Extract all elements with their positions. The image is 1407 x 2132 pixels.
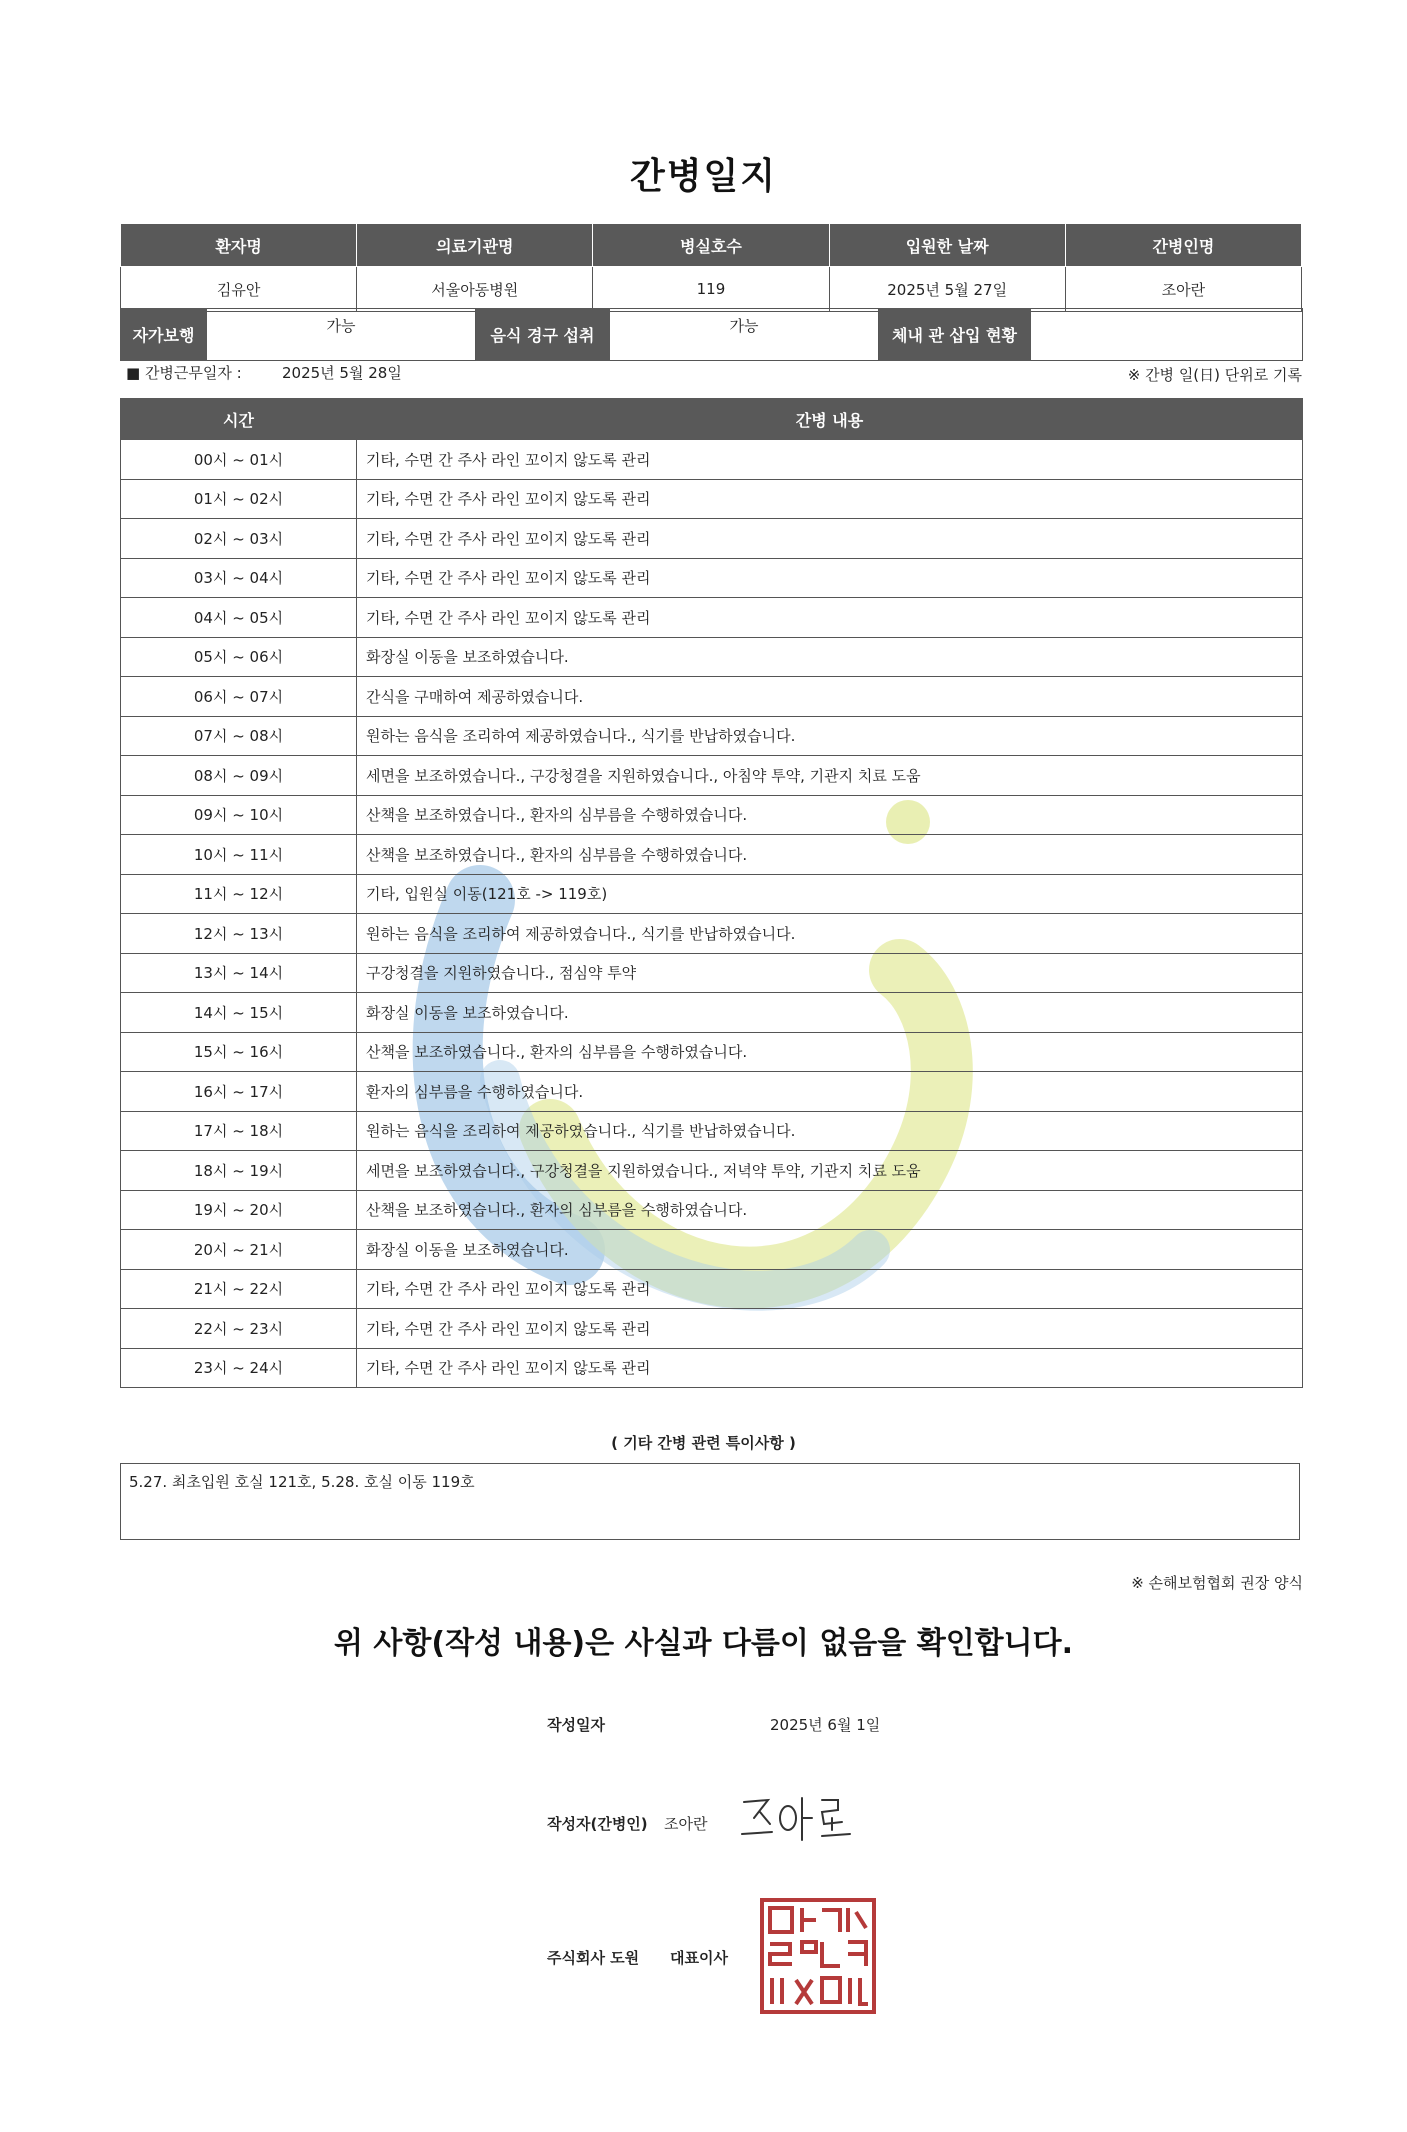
row-content: 기타, 수면 간 주사 라인 꼬이지 않도록 관리	[357, 598, 1303, 638]
row-content: 원하는 음식을 조리하여 제공하였습니다., 식기를 반납하였습니다.	[357, 716, 1303, 756]
company-seal-icon	[760, 1898, 876, 2014]
row-content: 기타, 수면 간 주사 라인 꼬이지 않도록 관리	[357, 1269, 1303, 1309]
work-date-label: ■ 간병근무일자 :	[126, 364, 242, 382]
table-row	[121, 756, 1303, 796]
table-row	[121, 1151, 1303, 1191]
table-row	[121, 1230, 1303, 1270]
row-time: 20시 ~ 21시	[121, 1230, 357, 1270]
row-time: 02시 ~ 03시	[121, 519, 357, 559]
row-content: 산책을 보조하였습니다., 환자의 심부름을 수행하였습니다.	[357, 1032, 1303, 1072]
representative-label: 대표이사	[670, 1949, 728, 1967]
recommend-note: ※ 손해보험협회 권장 양식	[1131, 1574, 1303, 1592]
company-name: 주식회사 도원	[547, 1949, 640, 1967]
row-time: 08시 ~ 09시	[121, 756, 357, 796]
row-content: 원하는 음식을 조리하여 제공하였습니다., 식기를 반납하였습니다.	[357, 1111, 1303, 1151]
row-time: 07시 ~ 08시	[121, 716, 357, 756]
special-notes-title: ( 기타 간병 관련 특이사항 )	[611, 1434, 796, 1452]
author-label: 작성자(간병인)	[547, 1815, 648, 1833]
table-row	[121, 1190, 1303, 1230]
oral-intake-label: 음식 경구 섭취	[476, 309, 610, 361]
row-time: 15시 ~ 16시	[121, 1032, 357, 1072]
patient-info-table	[120, 223, 1302, 312]
row-content: 환자의 심부름을 수행하였습니다.	[357, 1072, 1303, 1112]
table-row	[121, 479, 1303, 519]
table-row	[121, 914, 1303, 954]
row-content: 기타, 입원실 이동(121호 -> 119호)	[357, 874, 1303, 914]
row-time: 09시 ~ 10시	[121, 795, 357, 835]
work-date-value: 2025년 5월 28일	[282, 364, 402, 382]
row-time: 21시 ~ 22시	[121, 1269, 357, 1309]
row-content: 산책을 보조하였습니다., 환자의 심부름을 수행하였습니다.	[357, 795, 1303, 835]
table-row	[121, 795, 1303, 835]
admission-date: 2025년 5월 27일	[829, 267, 1065, 312]
row-content: 간식을 구매하여 제공하였습니다.	[357, 677, 1303, 717]
row-content: 기타, 수면 간 주사 라인 꼬이지 않도록 관리	[357, 440, 1303, 480]
oral-intake-value: 가능	[610, 309, 879, 361]
row-content: 기타, 수면 간 주사 라인 꼬이지 않도록 관리	[357, 479, 1303, 519]
row-time: 00시 ~ 01시	[121, 440, 357, 480]
special-notes-box: 5.27. 최초입원 호실 121호, 5.28. 호실 이동 119호	[120, 1463, 1300, 1540]
walking-value: 가능	[207, 309, 476, 361]
table-row	[121, 1309, 1303, 1349]
written-date-value: 2025년 6월 1일	[770, 1716, 881, 1734]
caregiver-name: 조아란	[1065, 267, 1301, 312]
table-row	[121, 440, 1303, 480]
row-time: 05시 ~ 06시	[121, 637, 357, 677]
signature-icon	[738, 1788, 858, 1844]
table-row	[121, 1269, 1303, 1309]
header-content: 간병 내용	[357, 399, 1303, 440]
table-row	[121, 1348, 1303, 1388]
work-date-line	[126, 362, 402, 383]
row-time: 23시 ~ 24시	[121, 1348, 357, 1388]
row-time: 16시 ~ 17시	[121, 1072, 357, 1112]
walking-label: 자가보행	[121, 309, 207, 361]
row-time: 10시 ~ 11시	[121, 835, 357, 875]
row-time: 03시 ~ 04시	[121, 558, 357, 598]
room-number: 119	[593, 267, 829, 312]
header-time: 시간	[121, 399, 357, 440]
row-content: 산책을 보조하였습니다., 환자의 심부름을 수행하였습니다.	[357, 835, 1303, 875]
row-content: 산책을 보조하였습니다., 환자의 심부름을 수행하였습니다.	[357, 1190, 1303, 1230]
table-row	[121, 1032, 1303, 1072]
row-content: 세면을 보조하였습니다., 구강청결을 지원하였습니다., 아침약 투약, 기관지 치료 도움	[357, 756, 1303, 796]
row-content: 화장실 이동을 보조하였습니다.	[357, 637, 1303, 677]
table-row	[121, 1072, 1303, 1112]
row-time: 17시 ~ 18시	[121, 1111, 357, 1151]
row-content: 기타, 수면 간 주사 라인 꼬이지 않도록 관리	[357, 558, 1303, 598]
table-row	[121, 558, 1303, 598]
table-row	[121, 953, 1303, 993]
row-time: 01시 ~ 02시	[121, 479, 357, 519]
patient-name: 김유안	[121, 267, 357, 312]
row-time: 06시 ~ 07시	[121, 677, 357, 717]
care-log-table	[120, 398, 1303, 1388]
table-row	[121, 519, 1303, 559]
table-row	[121, 835, 1303, 875]
row-content: 구강청결을 지원하였습니다., 점심약 투약	[357, 953, 1303, 993]
tube-status-value	[1031, 309, 1303, 361]
header-caregiver: 간병인명	[1065, 224, 1301, 267]
row-time: 04시 ~ 05시	[121, 598, 357, 638]
header-admission-date: 입원한 날짜	[829, 224, 1065, 267]
header-patient-name: 환자명	[121, 224, 357, 267]
row-content: 화장실 이동을 보조하였습니다.	[357, 1230, 1303, 1270]
page-title: 간병일지	[629, 156, 778, 197]
row-content: 화장실 이동을 보조하였습니다.	[357, 993, 1303, 1033]
row-time: 11시 ~ 12시	[121, 874, 357, 914]
row-time: 22시 ~ 23시	[121, 1309, 357, 1349]
row-time: 18시 ~ 19시	[121, 1151, 357, 1191]
header-room: 병실호수	[593, 224, 829, 267]
confirmation-statement: 위 사항(작성 내용)은 사실과 다름이 없음을 확인합니다.	[333, 1626, 1074, 1661]
tube-status-label: 체내 관 삽입 현황	[879, 309, 1031, 361]
row-content: 세면을 보조하였습니다., 구강청결을 지원하였습니다., 저녁약 투약, 기관지 치료 도움	[357, 1151, 1303, 1191]
patient-status-table	[120, 308, 1303, 361]
table-row	[121, 993, 1303, 1033]
table-row	[121, 677, 1303, 717]
row-time: 19시 ~ 20시	[121, 1190, 357, 1230]
row-time: 14시 ~ 15시	[121, 993, 357, 1033]
table-row	[121, 716, 1303, 756]
hospital-name: 서울아동병원	[357, 267, 593, 312]
row-content: 기타, 수면 간 주사 라인 꼬이지 않도록 관리	[357, 519, 1303, 559]
row-time: 13시 ~ 14시	[121, 953, 357, 993]
written-date-label: 작성일자	[547, 1716, 605, 1734]
author-name: 조아란	[664, 1815, 708, 1833]
header-hospital: 의료기관명	[357, 224, 593, 267]
row-content: 기타, 수면 간 주사 라인 꼬이지 않도록 관리	[357, 1348, 1303, 1388]
table-row	[121, 598, 1303, 638]
row-content: 원하는 음식을 조리하여 제공하였습니다., 식기를 반납하였습니다.	[357, 914, 1303, 954]
table-row	[121, 637, 1303, 677]
unit-note: ※ 간병 일(日) 단위로 기록	[1127, 366, 1302, 384]
table-row	[121, 874, 1303, 914]
row-content: 기타, 수면 간 주사 라인 꼬이지 않도록 관리	[357, 1309, 1303, 1349]
row-time: 12시 ~ 13시	[121, 914, 357, 954]
table-row	[121, 1111, 1303, 1151]
